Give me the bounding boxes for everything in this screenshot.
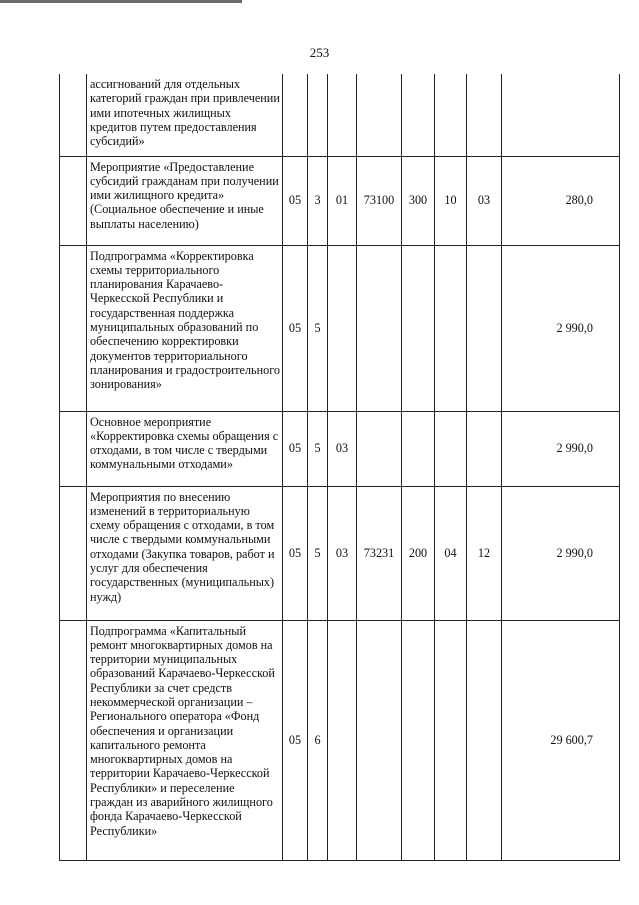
- cell-c4: [357, 620, 402, 860]
- row-name: Мероприятия по внесению изменений в территориальную схему обращения с отходами, в том числе с твердыми коммунальными отходами (Закупка товаров, работ и услуг для обеспечения государственных (муниципальных) нужд): [87, 486, 283, 620]
- cell-c7: 03: [467, 156, 502, 245]
- cell-amount: 2 990,0: [502, 411, 620, 486]
- cell-c5: [402, 245, 435, 411]
- row-name: Основное мероприятие «Корректировка схемы обращения с отходами, в том числе с твердыми коммунальными отходами»: [87, 411, 283, 486]
- cell-c3: [328, 245, 357, 411]
- cell-c4: [357, 245, 402, 411]
- cell-c1: 05: [283, 620, 308, 860]
- table-row: [60, 486, 620, 620]
- empty-cell: [60, 411, 87, 486]
- cell-c7: [467, 411, 502, 486]
- cell-c3: [328, 74, 357, 156]
- cell-c4: [357, 411, 402, 486]
- cell-amount: 2 990,0: [502, 486, 620, 620]
- table-row: [60, 411, 620, 486]
- page-number: 253: [309, 45, 330, 60]
- row-name: Подпрограмма «Корректировка схемы территориального планирования Карачаево-Черкесской Республики и государственная поддержка муниципальных образований по обеспечению корректировки документов территориального планирования и градостроительного зонирования»: [87, 245, 283, 411]
- cell-c5: 200: [402, 486, 435, 620]
- cell-c1: 05: [283, 486, 308, 620]
- empty-cell: [60, 486, 87, 620]
- table-row: [60, 74, 620, 156]
- cell-c5: [402, 411, 435, 486]
- cell-c6: 04: [435, 486, 467, 620]
- cell-c7: [467, 74, 502, 156]
- row-name: Подпрограмма «Капитальный ремонт многоквартирных домов на территории муниципальных образований Карачаево-Черкесской Республики за счет средств некоммерческой организации – Регионального оператора «Фонд обеспечения и организации капитального ремонта многоквартирных домов на территории Карачаево-Черкесской Республики» и переселение граждан из аварийного жилищного фонда Карачаево-Черкесской Республики»: [87, 620, 283, 860]
- cell-c1: [283, 74, 308, 156]
- cell-amount: [502, 74, 620, 156]
- cell-c3: [328, 620, 357, 860]
- cell-c5: [402, 74, 435, 156]
- empty-cell: [60, 620, 87, 860]
- cell-c6: [435, 620, 467, 860]
- cell-c2: 6: [308, 620, 328, 860]
- cell-c5: 300: [402, 156, 435, 245]
- cell-amount: 2 990,0: [502, 245, 620, 411]
- empty-cell: [60, 74, 87, 156]
- cell-c4: 73100: [357, 156, 402, 245]
- cell-c6: [435, 411, 467, 486]
- table-row: [60, 156, 620, 245]
- cell-c3: 03: [328, 411, 357, 486]
- cell-c2: 5: [308, 486, 328, 620]
- empty-cell: [60, 156, 87, 245]
- cell-c4: 73231: [357, 486, 402, 620]
- cell-c5: [402, 620, 435, 860]
- cell-c4: [357, 74, 402, 156]
- cell-c2: 5: [308, 245, 328, 411]
- cell-c1: 05: [283, 411, 308, 486]
- row-name: Мероприятие «Предоставление субсидий гражданам при получении ими жилищного кредита» (Социальное обеспечение и иные выплаты населению): [87, 156, 283, 245]
- cell-c2: 3: [308, 156, 328, 245]
- cell-c6: [435, 74, 467, 156]
- cell-c2: [308, 74, 328, 156]
- table-row: [60, 620, 620, 860]
- budget-table: [59, 74, 620, 861]
- cell-c7: 12: [467, 486, 502, 620]
- cell-c7: [467, 620, 502, 860]
- cell-c2: 5: [308, 411, 328, 486]
- cell-c1: 05: [283, 245, 308, 411]
- cell-amount: 280,0: [502, 156, 620, 245]
- cell-c3: 03: [328, 486, 357, 620]
- cell-c6: 10: [435, 156, 467, 245]
- cell-c6: [435, 245, 467, 411]
- top-rule-decoration: [0, 0, 242, 3]
- cell-c1: 05: [283, 156, 308, 245]
- cell-c7: [467, 245, 502, 411]
- cell-c3: 01: [328, 156, 357, 245]
- empty-cell: [60, 245, 87, 411]
- cell-amount: 29 600,7: [502, 620, 620, 860]
- row-name: ассигнований для отдельных категорий граждан при привлечении ими ипотечных жилищных кредитов путем предоставления субсидий»: [87, 74, 283, 156]
- table-row: [60, 245, 620, 411]
